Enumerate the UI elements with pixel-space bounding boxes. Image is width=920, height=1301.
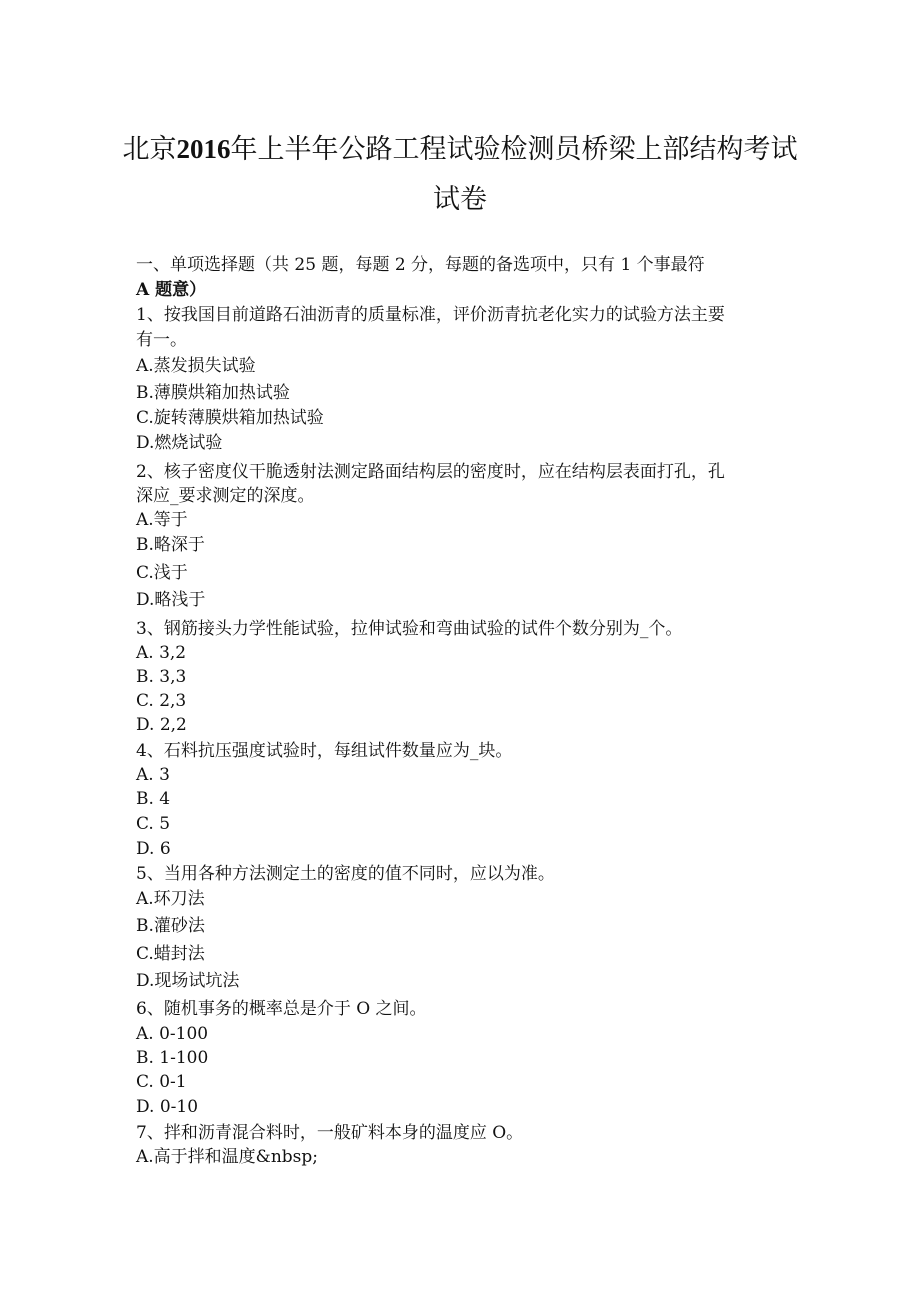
question-option: B. 3,3	[136, 667, 187, 687]
question-option: C. 5	[136, 814, 171, 834]
question-option: D. 0-10	[136, 1097, 199, 1117]
question-option: A. 0-100	[136, 1024, 209, 1044]
document-title-line2: 试卷	[433, 184, 487, 215]
question-stem: 3、钢筋接头力学性能试验，拉伸试验和弯曲试验的试件个数分别为_个。	[136, 619, 683, 639]
question-option: C.蜡封法	[136, 944, 205, 964]
question-stem: 2、核子密度仪干脆透射法测定路面结构层的密度时，应在结构层表面打孔，孔	[136, 462, 725, 482]
section-heading-letter: A	[136, 280, 156, 300]
question-option: D.燃烧试验	[136, 433, 223, 453]
question-stem: 5、当用各种方法测定土的密度的值不同时，应以为准。	[136, 864, 555, 884]
question-option: A.蒸发损失试验	[136, 356, 256, 376]
question-option: C.旋转薄膜烘箱加热试验	[136, 408, 324, 428]
question-option: B.灌砂法	[136, 916, 205, 936]
question-option: B.薄膜烘箱加热试验	[136, 383, 290, 403]
question-stem: 7、拌和沥青混合料时，一般矿料本身的温度应 O。	[136, 1123, 524, 1143]
question-option: C.浅于	[136, 563, 188, 583]
question-option: A.环刀法	[136, 889, 205, 909]
question-option: B. 1-100	[136, 1048, 209, 1068]
question-option: D.现场试坑法	[136, 971, 240, 991]
question-option: C. 0-1	[136, 1072, 187, 1092]
title-place: 北京	[122, 134, 177, 165]
question-stem: 1、按我国目前道路石油沥青的质量标准，评价沥青抗老化实力的试验方法主要	[136, 305, 725, 325]
question-option: B. 4	[136, 789, 171, 809]
question-option: A.高于拌和温度&nbsp;	[136, 1147, 318, 1167]
question-stem-cont: 深应_要求测定的深度。	[136, 486, 315, 506]
title-rest: 年上半年公路工程试验检测员桥梁上部结构考试	[230, 134, 798, 165]
section-heading: 一、单项选择题（共 25 题，每题 2 分，每题的备选项中，只有 1 个事最符	[136, 255, 705, 275]
question-option: D. 2,2	[136, 715, 187, 735]
question-stem: 4、石料抗压强度试验时，每组试件数量应为_块。	[136, 741, 513, 761]
question-option: B.略深于	[136, 535, 205, 555]
question-option: A. 3,2	[136, 643, 187, 663]
title-year: 2016	[176, 134, 231, 164]
question-option: D.略浅于	[136, 590, 206, 610]
question-stem-cont: 有一。	[136, 330, 187, 350]
question-option: C. 2,3	[136, 691, 187, 711]
question-option: A.等于	[136, 510, 188, 530]
document-title	[100, 136, 820, 163]
question-option: A. 3	[136, 765, 170, 785]
section-heading-cont	[136, 282, 206, 299]
question-stem: 6、随机事务的概率总是介于 O 之间。	[136, 999, 427, 1019]
question-option: D. 6	[136, 839, 171, 859]
section-heading-tail: 题意）	[155, 280, 207, 300]
